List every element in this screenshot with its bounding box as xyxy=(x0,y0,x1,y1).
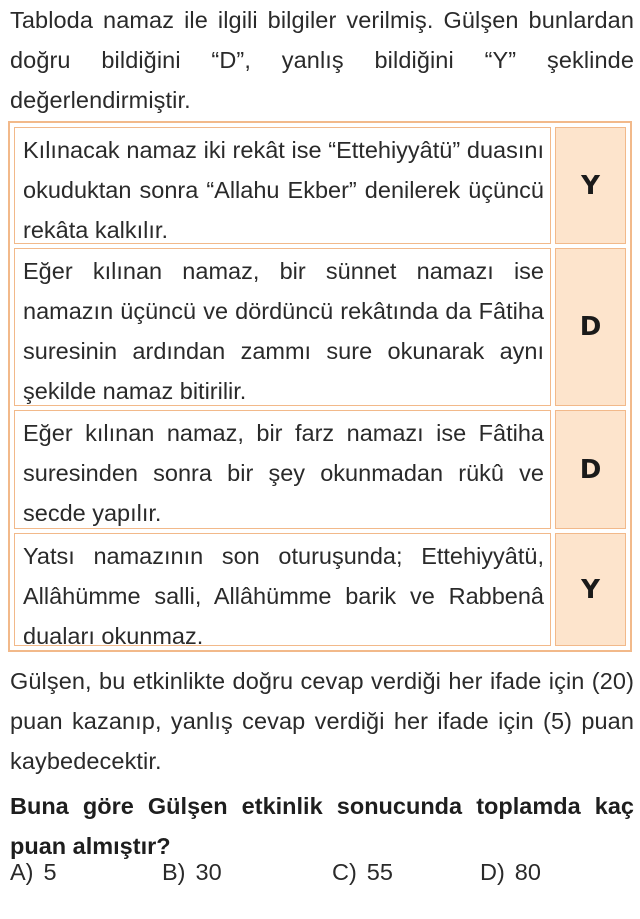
option-d[interactable] xyxy=(480,852,541,892)
answer-letter: D xyxy=(579,312,602,342)
answer-options xyxy=(10,852,630,892)
option-c[interactable] xyxy=(332,852,393,892)
statement-cell: Eğer kılınan namaz, bir sünnet namazı ise namazın üçüncü ve dördüncü rekâtında da Fâtiha suresinin ardından zammı sure okunarak aynı şekilde namaz bitirilir. xyxy=(14,248,551,406)
answer-cell xyxy=(555,127,626,244)
option-b[interactable] xyxy=(162,852,222,892)
option-label: D) xyxy=(480,859,505,885)
statement-cell: Eğer kılınan namaz, bir farz namazı ise Fâtiha suresinden sonra bir şey okunmadan rükû ve secde yapılır. xyxy=(14,410,551,529)
intro-paragraph: Tabloda namaz ile ilgili bilgiler verilmiş. Gülşen bunlardan doğru bildiğini “D”, yanlış bildiğini “Y” şeklinde değerlendirmiştir. xyxy=(10,7,634,113)
answer-letter: Y xyxy=(581,170,600,201)
table-row xyxy=(10,244,630,410)
statements-table xyxy=(8,121,632,652)
option-a[interactable] xyxy=(10,852,57,892)
statement-cell: Yatsı namazının son oturuşunda; Ettehiyyâtü, Allâhümme salli, Allâhümme barik ve Rabbenâ duaları okunmaz. xyxy=(14,533,551,646)
statement-cell: Kılınacak namaz iki rekât ise “Ettehiyyâtü” duasını okuduktan sonra “Allahu Ekber” denilerek üçüncü rekâta kalkılır. xyxy=(14,127,551,244)
answer-cell xyxy=(555,410,626,529)
table-row xyxy=(10,406,630,533)
answer-letter: Y xyxy=(581,574,600,605)
option-value: 55 xyxy=(366,859,393,885)
option-value: 5 xyxy=(43,859,57,885)
option-label: C) xyxy=(332,859,357,885)
question-text: Buna göre Gülşen etkinlik sonucunda toplamda kaç puan almıştır? xyxy=(10,793,634,859)
answer-cell xyxy=(555,248,626,406)
answer-cell xyxy=(555,533,626,646)
answer-letter: D xyxy=(579,454,602,485)
table-row xyxy=(10,529,630,650)
scoring-paragraph: Gülşen, bu etkinlikte doğru cevap verdiği her ifade için (20) puan kazanıp, yanlış cevap verdiği her ifade için (5) puan kaybedecektir. xyxy=(10,668,634,774)
option-value: 80 xyxy=(514,859,541,885)
table-row xyxy=(10,123,630,248)
option-label: B) xyxy=(162,859,186,885)
option-label: A) xyxy=(10,859,34,885)
option-value: 30 xyxy=(195,859,222,885)
